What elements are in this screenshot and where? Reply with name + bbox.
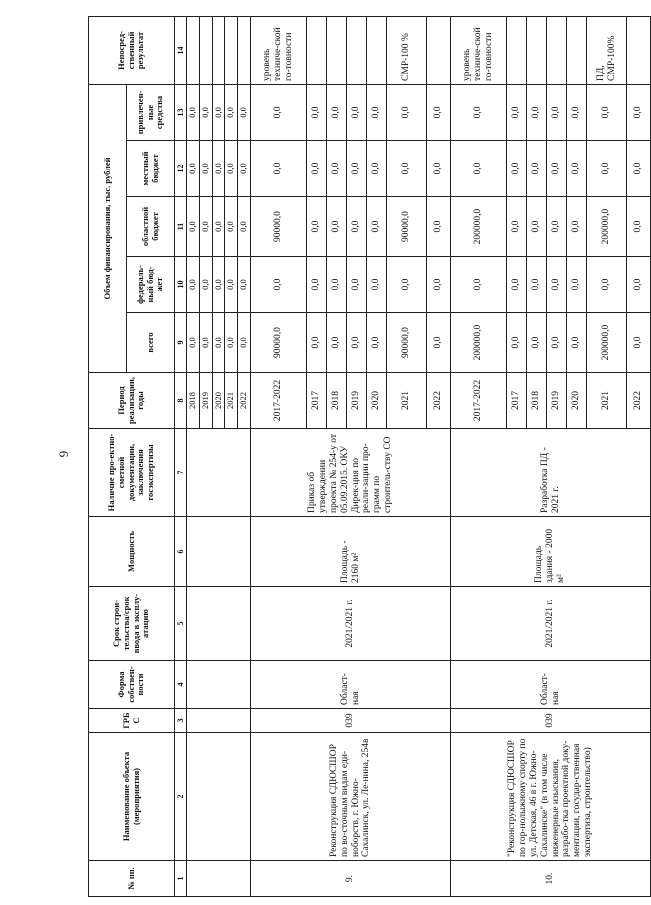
regional-cell: 0,0 bbox=[307, 197, 327, 257]
header-ownership: Форма собствен-ности bbox=[89, 661, 175, 709]
federal-cell: 0,0 bbox=[451, 257, 507, 313]
total-cell: 0,0 bbox=[225, 313, 238, 373]
federal-cell: 0,0 bbox=[199, 257, 212, 313]
object-design-docs: Разработка ПД - 2021 г. bbox=[451, 429, 651, 517]
header-federal: федераль-ный бюд-жет bbox=[127, 257, 175, 313]
attracted-cell: 0,0 bbox=[451, 84, 507, 140]
result-cell bbox=[507, 16, 527, 84]
period-cell: 2017 bbox=[307, 373, 327, 429]
period-cell: 2019 bbox=[547, 373, 567, 429]
federal-cell: 0,0 bbox=[427, 257, 451, 313]
result-cell: уровень техниче-ской го-товности bbox=[251, 16, 307, 84]
federal-cell: 0,0 bbox=[251, 257, 307, 313]
attracted-cell: 0,0 bbox=[225, 84, 238, 140]
col-number: 6 bbox=[175, 517, 187, 587]
table-row bbox=[187, 16, 200, 896]
header-capacity: Мощность bbox=[89, 517, 175, 587]
object-number: 9. bbox=[251, 861, 451, 897]
federal-cell: 0,0 bbox=[307, 257, 327, 313]
regional-cell: 0,0 bbox=[547, 197, 567, 257]
attracted-cell: 0,0 bbox=[387, 84, 427, 140]
federal-cell: 0,0 bbox=[225, 257, 238, 313]
result-cell bbox=[627, 16, 651, 84]
result-cell bbox=[367, 16, 387, 84]
federal-cell: 0,0 bbox=[527, 257, 547, 313]
col-number: 8 bbox=[175, 373, 187, 429]
object-grbs: 039 bbox=[251, 709, 451, 733]
result-cell bbox=[199, 16, 212, 84]
col-number: 1 bbox=[175, 861, 187, 897]
object-design-docs: Приказ об утверждении проекта № 254-у от 05.09.2015. ОКУ Дирек-ция по реали-зации про-грамм по строитель-ству СО bbox=[251, 429, 451, 517]
result-cell bbox=[567, 16, 587, 84]
page-number: 6 bbox=[56, 450, 72, 458]
attracted-cell: 0,0 bbox=[187, 84, 200, 140]
period-cell: 2017-2022 bbox=[251, 373, 307, 429]
period-cell: 2020 bbox=[367, 373, 387, 429]
regional-cell: 0,0 bbox=[212, 197, 225, 257]
header-funding: Объем финансирования, тыс. рублей bbox=[89, 84, 127, 372]
period-cell: 2020 bbox=[212, 373, 225, 429]
result-cell: ПД, СМР-100% bbox=[587, 16, 627, 84]
header-result: Непосред-ственный результат bbox=[89, 16, 175, 84]
object-ownership: Област-ная bbox=[451, 661, 651, 709]
total-cell: 0,0 bbox=[507, 313, 527, 373]
total-cell: 0,0 bbox=[427, 313, 451, 373]
result-cell bbox=[225, 16, 238, 84]
header-deadline: Срок строи-тельства/срок ввода в эксплу-атацию bbox=[89, 587, 175, 661]
local-cell: 0,0 bbox=[567, 141, 587, 197]
local-cell: 0,0 bbox=[187, 141, 200, 197]
result-cell bbox=[307, 16, 327, 84]
regional-cell: 0,0 bbox=[527, 197, 547, 257]
total-cell: 90000,0 bbox=[251, 313, 307, 373]
total-cell: 0,0 bbox=[238, 313, 251, 373]
attracted-cell: 0,0 bbox=[507, 84, 527, 140]
period-cell: 2020 bbox=[567, 373, 587, 429]
period-cell: 2017 bbox=[507, 373, 527, 429]
object-capacity: Площадь - 2160 м² bbox=[251, 517, 451, 587]
local-cell: 0,0 bbox=[627, 141, 651, 197]
total-cell: 0,0 bbox=[199, 313, 212, 373]
attracted-cell: 0,0 bbox=[238, 84, 251, 140]
header-no: № пп. bbox=[89, 861, 175, 897]
attracted-cell: 0,0 bbox=[199, 84, 212, 140]
col-number: 2 bbox=[175, 733, 187, 861]
federal-cell: 0,0 bbox=[507, 257, 527, 313]
federal-cell: 0,0 bbox=[387, 257, 427, 313]
federal-cell: 0,0 bbox=[567, 257, 587, 313]
object-deadline: 2021/2021 г. bbox=[451, 587, 651, 661]
period-cell: 2021 bbox=[587, 373, 627, 429]
col-number: 13 bbox=[175, 84, 187, 140]
header-regional: областной бюджет bbox=[127, 197, 175, 257]
result-cell bbox=[527, 16, 547, 84]
federal-cell: 0,0 bbox=[627, 257, 651, 313]
period-cell: 2021 bbox=[387, 373, 427, 429]
regional-cell: 0,0 bbox=[627, 197, 651, 257]
result-cell: СМР-100 % bbox=[387, 16, 427, 84]
regional-cell: 0,0 bbox=[567, 197, 587, 257]
header-period: Период реализации, годы bbox=[89, 373, 175, 429]
period-cell: 2017-2022 bbox=[451, 373, 507, 429]
local-cell: 0,0 bbox=[238, 141, 251, 197]
result-cell bbox=[238, 16, 251, 84]
total-cell: 0,0 bbox=[627, 313, 651, 373]
total-cell: 0,0 bbox=[347, 313, 367, 373]
local-cell: 0,0 bbox=[327, 141, 347, 197]
col-number: 9 bbox=[175, 313, 187, 373]
local-cell: 0,0 bbox=[527, 141, 547, 197]
table-row bbox=[251, 16, 307, 896]
regional-cell: 90000,0 bbox=[251, 197, 307, 257]
federal-cell: 0,0 bbox=[347, 257, 367, 313]
local-cell: 0,0 bbox=[427, 141, 451, 197]
local-cell: 0,0 bbox=[387, 141, 427, 197]
object-capacity: Площадь здания - 2000 м² bbox=[451, 517, 651, 587]
attracted-cell: 0,0 bbox=[627, 84, 651, 140]
period-cell: 2021 bbox=[225, 373, 238, 429]
local-cell: 0,0 bbox=[307, 141, 327, 197]
regional-cell: 200000,0 bbox=[451, 197, 507, 257]
total-cell: 200000,0 bbox=[451, 313, 507, 373]
attracted-cell: 0,0 bbox=[587, 84, 627, 140]
result-cell bbox=[427, 16, 451, 84]
local-cell: 0,0 bbox=[199, 141, 212, 197]
federal-cell: 0,0 bbox=[238, 257, 251, 313]
federal-cell: 0,0 bbox=[327, 257, 347, 313]
header-name: Наименование объекта (мероприятия) bbox=[89, 733, 175, 861]
attracted-cell: 0,0 bbox=[547, 84, 567, 140]
total-cell: 0,0 bbox=[187, 313, 200, 373]
regional-cell: 0,0 bbox=[327, 197, 347, 257]
object-number: 10. bbox=[451, 861, 651, 897]
total-cell: 0,0 bbox=[547, 313, 567, 373]
result-cell bbox=[187, 16, 200, 84]
table-row bbox=[451, 16, 507, 896]
result-cell bbox=[347, 16, 367, 84]
regional-cell: 200000,0 bbox=[587, 197, 627, 257]
regional-cell: 0,0 bbox=[367, 197, 387, 257]
federal-cell: 0,0 bbox=[212, 257, 225, 313]
period-cell: 2019 bbox=[347, 373, 367, 429]
total-cell: 0,0 bbox=[327, 313, 347, 373]
local-cell: 0,0 bbox=[587, 141, 627, 197]
local-cell: 0,0 bbox=[347, 141, 367, 197]
attracted-cell: 0,0 bbox=[567, 84, 587, 140]
result-cell bbox=[212, 16, 225, 84]
regional-cell: 0,0 bbox=[187, 197, 200, 257]
federal-cell: 0,0 bbox=[367, 257, 387, 313]
local-cell: 0,0 bbox=[507, 141, 527, 197]
local-cell: 0,0 bbox=[451, 141, 507, 197]
result-cell: уровень техниче-ской го-товности bbox=[451, 16, 507, 84]
total-cell: 0,0 bbox=[567, 313, 587, 373]
total-cell: 0,0 bbox=[212, 313, 225, 373]
attracted-cell: 0,0 bbox=[327, 84, 347, 140]
col-number: 10 bbox=[175, 257, 187, 313]
local-cell: 0,0 bbox=[367, 141, 387, 197]
object-deadline: 2021/2021 г. bbox=[251, 587, 451, 661]
local-cell: 0,0 bbox=[212, 141, 225, 197]
regional-cell: 0,0 bbox=[427, 197, 451, 257]
federal-cell: 0,0 bbox=[547, 257, 567, 313]
period-cell: 2019 bbox=[199, 373, 212, 429]
col-number: 14 bbox=[175, 16, 187, 84]
object-name: Реконструкция СДЮСШОР по во-сточным видам еди-ноборств, г. Южно-Сахалинск, ул. Ле-нина, 254в bbox=[251, 733, 451, 861]
object-name: "Реконструкция СДЮСШОР по гор-нолыжному спорту по ул. Детская, 46 в г. Южно-Сахалинске" (в том числе инженерные изыскания, разрабо-тка проектной доку-ментации, государ-ственная экспертиза, строительство) bbox=[451, 733, 651, 861]
header-grbs: ГРБ С bbox=[89, 709, 175, 733]
attracted-cell: 0,0 bbox=[251, 84, 307, 140]
local-cell: 0,0 bbox=[251, 141, 307, 197]
period-cell: 2022 bbox=[627, 373, 651, 429]
column-numbers-row bbox=[175, 16, 187, 896]
funding-table bbox=[88, 16, 651, 897]
attracted-cell: 0,0 bbox=[427, 84, 451, 140]
total-cell: 0,0 bbox=[367, 313, 387, 373]
result-cell bbox=[327, 16, 347, 84]
federal-cell: 0,0 bbox=[587, 257, 627, 313]
result-cell bbox=[547, 16, 567, 84]
local-cell: 0,0 bbox=[225, 141, 238, 197]
regional-cell: 0,0 bbox=[225, 197, 238, 257]
attracted-cell: 0,0 bbox=[307, 84, 327, 140]
period-cell: 2022 bbox=[238, 373, 251, 429]
header-attracted: привлечен-ные средства bbox=[127, 84, 175, 140]
federal-cell: 0,0 bbox=[187, 257, 200, 313]
regional-cell: 0,0 bbox=[507, 197, 527, 257]
header-design-docs: Наличие про-ектно-сметной документации, заключения госэкспертизы bbox=[89, 429, 175, 517]
attracted-cell: 0,0 bbox=[367, 84, 387, 140]
total-cell: 0,0 bbox=[307, 313, 327, 373]
period-cell: 2018 bbox=[327, 373, 347, 429]
col-number: 5 bbox=[175, 587, 187, 661]
col-number: 7 bbox=[175, 429, 187, 517]
regional-cell: 0,0 bbox=[238, 197, 251, 257]
col-number: 11 bbox=[175, 197, 187, 257]
period-cell: 2022 bbox=[427, 373, 451, 429]
total-cell: 200000,0 bbox=[587, 313, 627, 373]
header-total: всего bbox=[127, 313, 175, 373]
regional-cell: 0,0 bbox=[199, 197, 212, 257]
col-number: 4 bbox=[175, 661, 187, 709]
regional-cell: 90000,0 bbox=[387, 197, 427, 257]
total-cell: 0,0 bbox=[527, 313, 547, 373]
attracted-cell: 0,0 bbox=[527, 84, 547, 140]
local-cell: 0,0 bbox=[547, 141, 567, 197]
header-local: местный бюджет bbox=[127, 141, 175, 197]
period-cell: 2018 bbox=[187, 373, 200, 429]
regional-cell: 0,0 bbox=[347, 197, 367, 257]
col-number: 3 bbox=[175, 709, 187, 733]
object-grbs: 039 bbox=[451, 709, 651, 733]
attracted-cell: 0,0 bbox=[212, 84, 225, 140]
object-ownership: Област-ная bbox=[251, 661, 451, 709]
attracted-cell: 0,0 bbox=[347, 84, 367, 140]
col-number: 12 bbox=[175, 141, 187, 197]
total-cell: 90000,0 bbox=[387, 313, 427, 373]
period-cell: 2018 bbox=[527, 373, 547, 429]
